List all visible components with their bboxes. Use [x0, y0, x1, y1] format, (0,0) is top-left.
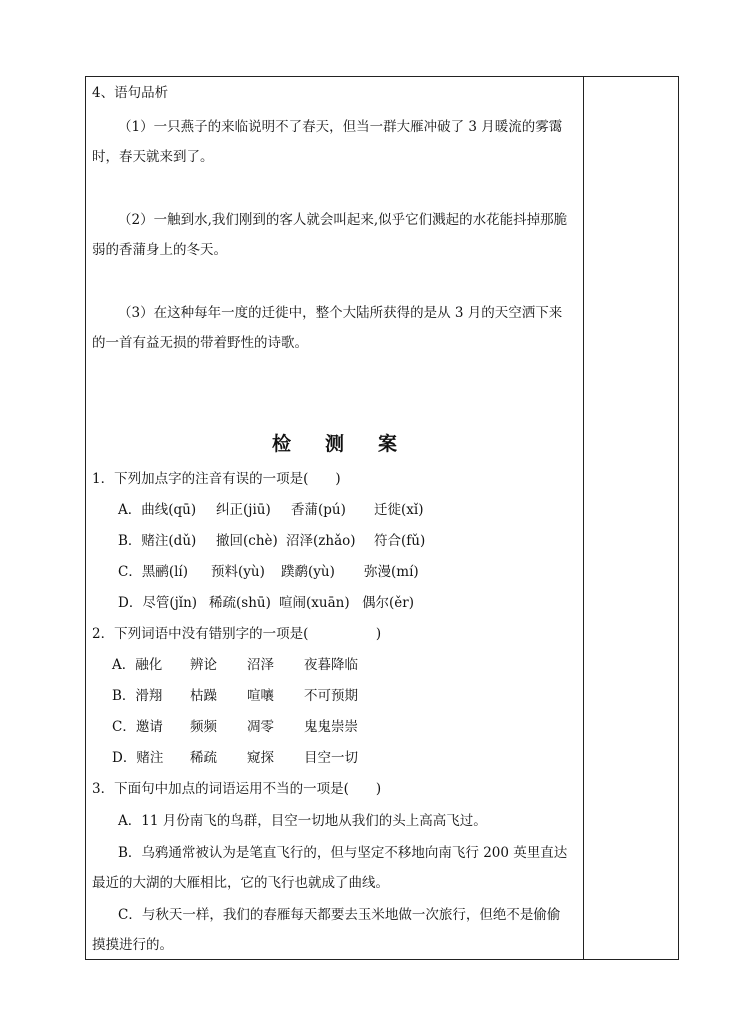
option-text: 迁徙(xǐ)	[374, 502, 424, 518]
q3-option-c-line2: 摸摸进行的。	[92, 937, 173, 953]
q2-option-b	[112, 686, 358, 706]
option-text: B．赌注(dǔ)	[118, 533, 197, 549]
option-text: 目空一切	[304, 750, 358, 766]
test-title	[86, 429, 583, 456]
q1-stem: 1．下列加点字的注音有误的一项是( )	[92, 471, 341, 487]
q2-option-c	[112, 717, 358, 737]
option-text: 窥探	[247, 750, 274, 766]
option-text: C．邀请	[112, 719, 163, 735]
option-text: 撤回(chè)	[216, 533, 278, 549]
item1-line1: （1）一只燕子的来临说明不了春天，但当一群大雁冲破了 3 月暖流的雾霭	[118, 119, 563, 135]
option-text: 夜暮降临	[304, 657, 358, 673]
option-text: 凋零	[247, 719, 274, 735]
option-text: B．滑翔	[112, 688, 163, 704]
q2-stem: 2．下列词语中没有错别字的一项是( )	[92, 626, 382, 642]
q3-stem: 3．下面句中加点的词语运用不当的一项是( )	[92, 781, 382, 797]
option-text: 枯躁	[190, 688, 217, 704]
option-text: 符合(fǔ)	[374, 533, 426, 549]
option-text: 弥漫(mí)	[364, 564, 419, 580]
option-text: 喧闹(xuān)	[279, 595, 350, 611]
q1-option-b	[118, 531, 425, 551]
option-text: 稀疏	[190, 750, 217, 766]
column-divider	[583, 77, 584, 959]
option-text: A．融化	[112, 657, 163, 673]
option-text: 香蒲(pú)	[291, 502, 346, 518]
option-text: 偶尔(ěr)	[362, 595, 414, 611]
q2-option-d	[112, 748, 358, 768]
option-text: 稀疏(shū)	[209, 595, 271, 611]
option-text: 频频	[190, 719, 217, 735]
option-text: 蹼鹬(yù)	[281, 564, 335, 580]
option-text: 不可预期	[304, 688, 358, 704]
worksheet-table	[85, 76, 679, 960]
option-text: A．曲线(qū)	[118, 502, 197, 518]
section4-heading: 4、语句品析	[92, 85, 169, 101]
item2-line1: （2）一触到水,我们刚到的客人就会叫起来,似乎它们溅起的水花能抖掉那脆	[118, 212, 568, 228]
option-text: 辨论	[190, 657, 217, 673]
option-text: 预料(yù)	[211, 564, 265, 580]
option-text: 鬼鬼崇崇	[304, 719, 358, 735]
item3-line1: （3）在这种每年一度的迁徙中，整个大陆所获得的是从 3 月的天空洒下来	[118, 305, 563, 321]
item1-line2: 时，春天就来到了。	[92, 149, 214, 165]
q2-option-a	[112, 655, 358, 675]
title-char-3: 案	[378, 433, 398, 455]
q3-option-c-line1: C．与秋天一样，我们的春雁每天都要去玉米地做一次旅行，但绝不是偷偷	[118, 907, 561, 923]
option-text: 沼泽(zhǎo)	[286, 533, 356, 549]
option-text: 喧嚷	[247, 688, 274, 704]
option-text: D．赌注	[112, 750, 164, 766]
q3-option-a: A．11 月份南飞的鸟群，目空一切地从我们的头上高高飞过。	[118, 813, 487, 829]
option-text: D．尽管(jǐn)	[118, 595, 198, 611]
q3-option-b-line2: 最近的大湖的大雁相比，它的飞行也就成了曲线。	[92, 875, 389, 891]
option-text: 纠正(jiū)	[216, 502, 271, 518]
item3-line2: 的一首有益无损的带着野性的诗歌。	[92, 335, 308, 351]
item2-line2: 弱的香蒲身上的冬天。	[92, 242, 227, 258]
option-text: C．黑鹂(lí)	[118, 564, 188, 580]
option-text: 沼泽	[247, 657, 274, 673]
q1-option-a	[118, 500, 423, 520]
q3-option-b-line1: B．乌鸦通常被认为是笔直飞行的，但与坚定不移地向南飞行 200 英里直达	[118, 845, 568, 861]
title-char-1: 检	[271, 433, 291, 455]
q1-option-c	[118, 562, 419, 582]
q1-option-d	[118, 593, 414, 613]
title-char-2: 测	[324, 433, 344, 455]
